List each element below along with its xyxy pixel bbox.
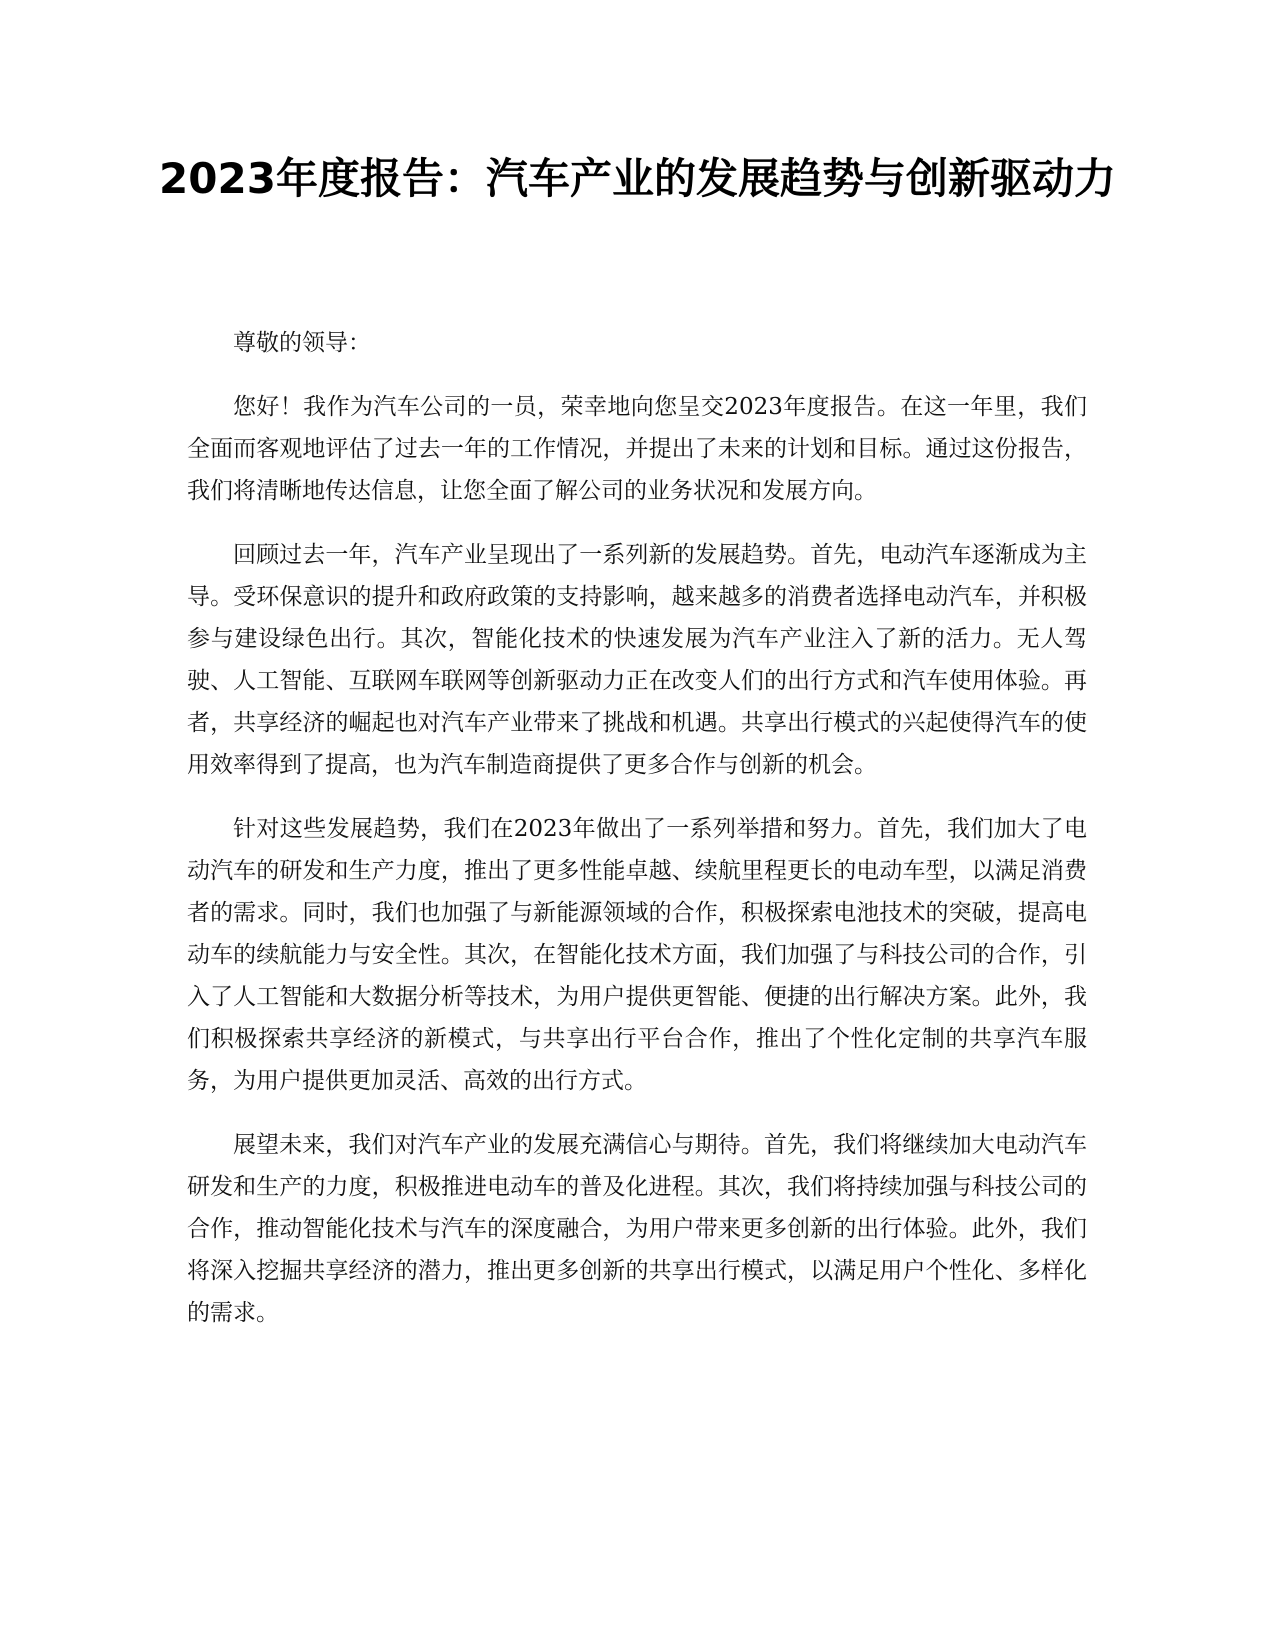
salutation: 尊敬的领导： — [233, 330, 371, 356]
document-title: 2023年度报告：汽车产业的发展趋势与创新驱动力 — [159, 154, 1116, 203]
paragraph-intro: 您好！我作为汽车公司的一员，荣幸地向您呈交2023年度报告。在这一年里，我们全面而客观地评估了过去一年的工作情况，并提出了未来的计划和目标。通过这份报告，我们将清晰地传达信息，让您全面了解公司的业务状况和发展方向。 — [187, 394, 1087, 504]
paragraph-review: 回顾过去一年，汽车产业呈现出了一系列新的发展趋势。首先，电动汽车逐渐成为主导。受环保意识的提升和政府政策的支持影响，越来越多的消费者选择电动汽车，并积极参与建设绿色出行。其次，智能化技术的快速发展为汽车产业注入了新的活力。无人驾驶、人工智能、互联网车联网等创新驱动力正在改变人们的出行方式和汽车使用体验。再者，共享经济的崛起也对汽车产业带来了挑战和机遇。共享出行模式的兴起使得汽车的使用效率得到了提高，也为汽车制造商提供了更多合作与创新的机会。 — [187, 542, 1087, 778]
paragraph-measures: 针对这些发展趋势，我们在2023年做出了一系列举措和努力。首先，我们加大了电动汽车的研发和生产力度，推出了更多性能卓越、续航里程更长的电动车型，以满足消费者的需求。同时，我们也加强了与新能源领域的合作，积极探索电池技术的突破，提高电动车的续航能力与安全性。其次，在智能化技术方面，我们加强了与科技公司的合作，引入了人工智能和大数据分析等技术，为用户提供更智能、便捷的出行解决方案。此外，我们积极探索共享经济的新模式，与共享出行平台合作，推出了个性化定制的共享汽车服务，为用户提供更加灵活、高效的出行方式。 — [187, 816, 1087, 1094]
paragraph-outlook: 展望未来，我们对汽车产业的发展充满信心与期待。首先，我们将继续加大电动汽车研发和生产的力度，积极推进电动车的普及化进程。其次，我们将持续加强与科技公司的合作，推动智能化技术与汽车的深度融合，为用户带来更多创新的出行体验。此外，我们将深入挖掘共享经济的潜力，推出更多创新的共享出行模式，以满足用户个性化、多样化的需求。 — [187, 1132, 1087, 1326]
document-body — [187, 322, 1087, 1356]
